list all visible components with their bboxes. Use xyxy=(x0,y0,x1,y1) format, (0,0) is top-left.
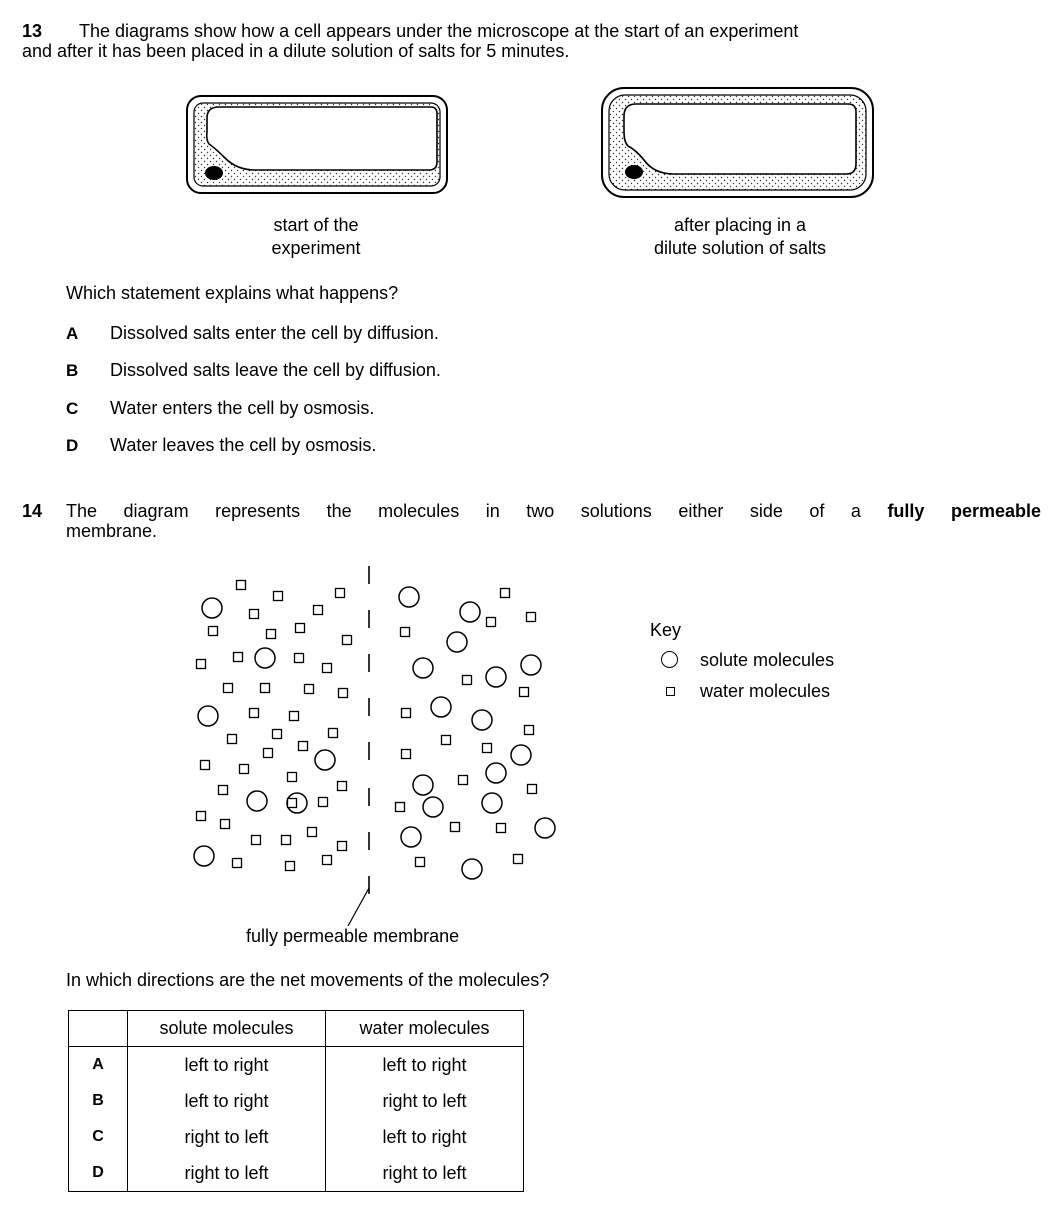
q13-option-d-text: Water leaves the cell by osmosis. xyxy=(110,435,377,455)
table-row xyxy=(69,1119,524,1155)
solute-molecule xyxy=(447,632,467,652)
solute-molecule xyxy=(255,648,275,668)
water-molecule xyxy=(501,589,510,598)
key-water-label: water molecules xyxy=(700,681,831,701)
solute-molecule xyxy=(202,598,222,618)
water-molecule xyxy=(514,855,523,864)
row-solute: left to right xyxy=(128,1047,326,1084)
water-molecule xyxy=(290,712,299,721)
solute-molecule xyxy=(486,667,506,687)
row-letter: B xyxy=(69,1083,128,1119)
q13-option-b-letter: B xyxy=(66,361,79,380)
key-title: Key xyxy=(650,620,682,640)
water-molecule xyxy=(233,859,242,868)
solute-molecule xyxy=(431,697,451,717)
solute-molecule xyxy=(460,602,480,622)
water-molecule xyxy=(296,624,305,633)
table-row xyxy=(69,1155,524,1192)
water-molecule xyxy=(197,660,206,669)
water-molecule xyxy=(402,709,411,718)
solute-molecule xyxy=(482,793,502,813)
water-molecule xyxy=(338,782,347,791)
water-molecule xyxy=(527,613,536,622)
q14-stem-line2: membrane. xyxy=(66,521,158,541)
water-molecule xyxy=(314,606,323,615)
water-molecule xyxy=(338,842,347,851)
q14-number: 14 xyxy=(22,501,43,521)
solute-molecule xyxy=(194,846,214,866)
water-molecule xyxy=(288,773,297,782)
water-molecule xyxy=(323,664,332,673)
water-molecule xyxy=(528,785,537,794)
row-water: left to right xyxy=(326,1047,524,1084)
table-header-row xyxy=(69,1011,524,1047)
caption-left-line1: start of the xyxy=(273,215,359,235)
q13-question: Which statement explains what happens? xyxy=(66,283,399,303)
water-molecule xyxy=(264,749,273,758)
q13-option-a-text: Dissolved salts enter the cell by diffusion. xyxy=(110,323,439,343)
row-solute: left to right xyxy=(128,1083,326,1119)
table-header-solute: solute molecules xyxy=(128,1011,326,1047)
caption-left-line2: experiment xyxy=(271,238,361,258)
water-molecule xyxy=(416,858,425,867)
solute-molecule xyxy=(413,775,433,795)
water-molecule xyxy=(463,676,472,685)
water-molecule xyxy=(451,823,460,832)
q13-number: 13 xyxy=(22,21,43,41)
water-molecule xyxy=(319,798,328,807)
row-water: left to right xyxy=(326,1119,524,1155)
solute-molecule xyxy=(401,827,421,847)
water-molecule xyxy=(274,592,283,601)
row-letter: C xyxy=(69,1119,128,1155)
water-molecule xyxy=(234,653,243,662)
solute-molecule xyxy=(486,763,506,783)
water-molecule xyxy=(228,735,237,744)
water-molecule xyxy=(497,824,506,833)
table-row xyxy=(69,1083,524,1119)
water-molecule xyxy=(343,636,352,645)
water-molecule xyxy=(282,836,291,845)
q13-stem-line1: The diagrams show how a cell appears under the microscope at the start of an experiment xyxy=(79,21,799,41)
water-molecule xyxy=(396,803,405,812)
water-molecule xyxy=(224,684,233,693)
water-molecule xyxy=(201,761,210,770)
water-molecule xyxy=(323,856,332,865)
water-molecule xyxy=(295,654,304,663)
water-molecule xyxy=(197,812,206,821)
water-key-icon xyxy=(666,687,675,696)
water-molecule xyxy=(520,688,529,697)
water-molecule xyxy=(525,726,534,735)
row-letter: A xyxy=(69,1047,128,1084)
water-molecule xyxy=(459,776,468,785)
solute-molecule xyxy=(511,745,531,765)
water-molecule xyxy=(237,581,246,590)
membrane-label: fully permeable membrane xyxy=(246,926,460,946)
solute-molecule xyxy=(535,818,555,838)
table-row xyxy=(69,1047,524,1084)
water-molecule xyxy=(402,750,411,759)
water-molecule xyxy=(442,736,451,745)
water-molecule xyxy=(308,828,317,837)
row-solute: right to left xyxy=(128,1155,326,1192)
solute-key-icon xyxy=(661,651,678,668)
water-molecule xyxy=(252,836,261,845)
table-header-water: water molecules xyxy=(326,1011,524,1047)
q13-option-d-letter: D xyxy=(66,436,79,455)
solute-molecule xyxy=(198,706,218,726)
water-molecule xyxy=(286,862,295,871)
q13-option-c-letter: C xyxy=(66,399,79,418)
solute-molecule xyxy=(315,750,335,770)
water-molecule xyxy=(209,627,218,636)
water-molecule xyxy=(487,618,496,627)
solute-molecule xyxy=(399,587,419,607)
solute-molecule xyxy=(247,791,267,811)
solute-molecule xyxy=(413,658,433,678)
solute-molecule xyxy=(472,710,492,730)
water-molecule xyxy=(336,589,345,598)
membrane-pointer xyxy=(348,888,369,926)
water-molecule xyxy=(273,730,282,739)
water-molecule xyxy=(401,628,410,637)
solute-molecule xyxy=(462,859,482,879)
water-molecule xyxy=(221,820,230,829)
water-molecule xyxy=(219,786,228,795)
caption-right-line1: after placing in a xyxy=(673,215,807,235)
water-molecule xyxy=(250,610,259,619)
q13-option-c-text: Water enters the cell by osmosis. xyxy=(110,398,375,418)
water-molecule xyxy=(329,729,338,738)
row-water: right to left xyxy=(326,1083,524,1119)
water-molecule xyxy=(267,630,276,639)
q13-stem-line2: and after it has been placed in a dilute solution of salts for 5 minutes. xyxy=(22,41,570,61)
row-letter: D xyxy=(69,1155,128,1192)
water-molecule xyxy=(299,742,308,751)
q14-question: In which directions are the net movements of the molecules? xyxy=(66,970,550,990)
caption-right-line2: dilute solution of salts xyxy=(653,238,827,258)
water-molecule xyxy=(305,685,314,694)
water-molecule xyxy=(261,684,270,693)
solute-molecule xyxy=(423,797,443,817)
q14-stem-text: The diagram represents the molecules in two solutions either side of a xyxy=(66,501,888,521)
water-molecule xyxy=(240,765,249,774)
row-solute: right to left xyxy=(128,1119,326,1155)
water-molecule xyxy=(288,799,297,808)
table-header-blank xyxy=(69,1011,128,1047)
q14-stem-bold: fully permeable xyxy=(887,501,1041,521)
water-molecule xyxy=(339,689,348,698)
answer-table xyxy=(68,1010,524,1192)
q13-option-a-letter: A xyxy=(66,324,79,343)
water-molecule xyxy=(250,709,259,718)
solute-molecule xyxy=(521,655,541,675)
key-solute-label: solute molecules xyxy=(700,650,835,670)
row-water: right to left xyxy=(326,1155,524,1192)
water-molecule xyxy=(483,744,492,753)
q13-option-b-text: Dissolved salts leave the cell by diffusion. xyxy=(110,360,441,380)
